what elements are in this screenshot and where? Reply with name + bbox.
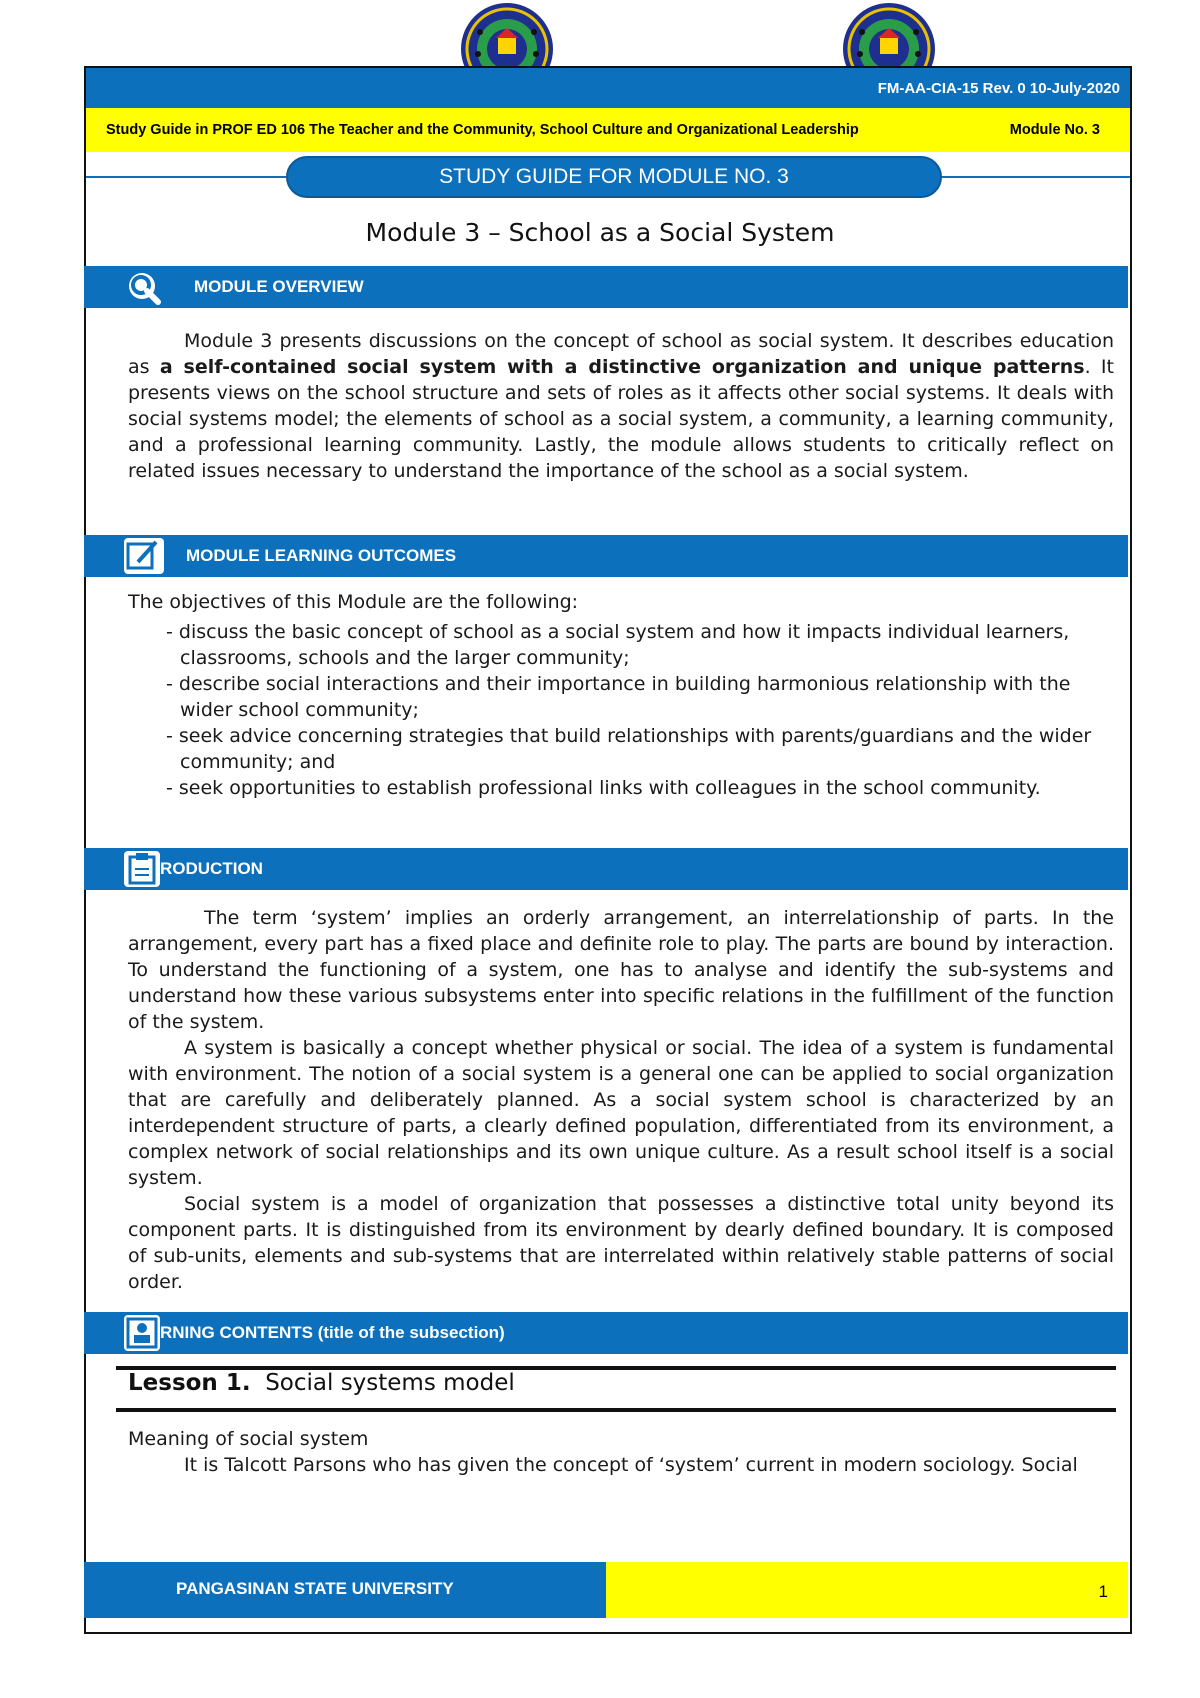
magnifier-icon (124, 269, 164, 305)
overview-header (84, 266, 1128, 308)
page-number: 1 (1098, 1582, 1108, 1601)
learning-contents-header (84, 1312, 1128, 1354)
footer-university-bar (84, 1562, 606, 1618)
intro-paragraph: Social system is a model of organization that possesses a distinctive total unity beyond its component parts. It is distinguished from its environment by dearly defined boundary. It is composed of sub-units, elements and sub-systems that are interrelated within relatively stable patterns of social order. (128, 1193, 1114, 1293)
overview-text-end: . It presents views on the school structure and sets of roles as it affects other social systems. It deals with social systems model; the elements of school as a social system, a community, a learning community, and a professional learning community. Lastly, the module allows students to critically reflect on related issues necessary to understand the importance of the school as a social system. (128, 356, 1114, 482)
lesson-rule-bottom (116, 1408, 1116, 1412)
outcomes-header (84, 535, 1128, 577)
content-area (84, 0, 1132, 1698)
intro-paragraph: The term ‘system’ implies an orderly arrangement, an interrelationship of parts. In the arrangement, every part has a fixed place and definite role to play. The parts are bound by interaction. To understand the functioning of a system, one has to analyse and identify the sub-systems and understand how these various subsystems enter into specific relations in the fulfillment of the function of the system. (128, 907, 1114, 1033)
outcome-item: - discuss the basic concept of school as a social system and how it impacts individual learners, classrooms, schools and the larger community; (166, 621, 1070, 669)
module-title: Module 3 – School as a Social System (365, 218, 835, 247)
study-guide-title: Study Guide in PROF ED 106 The Teacher and the Community, School Culture and Organizational Leadership (106, 122, 859, 138)
overview-text-start: Module 3 presents discussions on the concept of school as social system. It describes education as (128, 330, 1114, 378)
lesson-paragraph: It is Talcott Parsons who has given the concept of ‘system’ current in modern sociology. Social (184, 1454, 1078, 1476)
overview-heading: MODULE OVERVIEW (194, 277, 364, 296)
introduction-text (128, 905, 1114, 1295)
footer-university: PANGASINAN STATE UNIVERSITY (176, 1579, 454, 1598)
lesson-text (128, 1426, 1114, 1478)
clipboard-icon (124, 851, 160, 887)
intro-paragraph: A system is basically a concept whether physical or social. The idea of a system is fundamental with environment. The notion of a social system is a general one can be applied to social organization that are carefully and deliberately planned. As a social system school is characterized by an interdependent structure of parts, a clearly defined population, differentiated from its environment, a complex network of social relationships and its own unique culture. As a result school itself is a social system. (128, 1037, 1114, 1189)
overview-text-bold: a self-contained social system with a distinctive organization and unique patterns (159, 356, 1085, 378)
introduction-heading: RODUCTION (160, 859, 263, 878)
pencil-icon (124, 538, 164, 574)
reader-icon (124, 1315, 160, 1351)
overview-text (128, 328, 1114, 484)
module-number: Module No. 3 (1009, 122, 1100, 138)
lesson-subheading: Meaning of social system (128, 1428, 369, 1450)
outcome-item: - describe social interactions and their importance in building harmonious relationship with the wider school community; (166, 673, 1071, 721)
footer-page-bar (606, 1562, 1128, 1618)
form-code: FM-AA-CIA-15 Rev. 0 10-July-2020 (877, 80, 1120, 97)
outcomes-list (128, 589, 1114, 801)
lesson-label: Lesson 1. (128, 1370, 251, 1396)
lesson-name: Social systems model (265, 1370, 515, 1396)
outcomes-lead: The objectives of this Module are the following: (128, 591, 579, 613)
outcomes-heading: MODULE LEARNING OUTCOMES (186, 546, 457, 565)
outcome-item: - seek advice concerning strategies that build relationships with parents/guardians and the wider community; and (166, 725, 1092, 773)
lesson-title (128, 1370, 515, 1396)
introduction-header (84, 848, 1128, 890)
outcome-item: - seek opportunities to establish professional links with colleagues in the school community. (166, 777, 1041, 799)
learning-contents-heading: RNING CONTENTS (title of the subsection) (160, 1323, 505, 1342)
banner-label: STUDY GUIDE FOR MODULE NO. 3 (439, 165, 789, 188)
